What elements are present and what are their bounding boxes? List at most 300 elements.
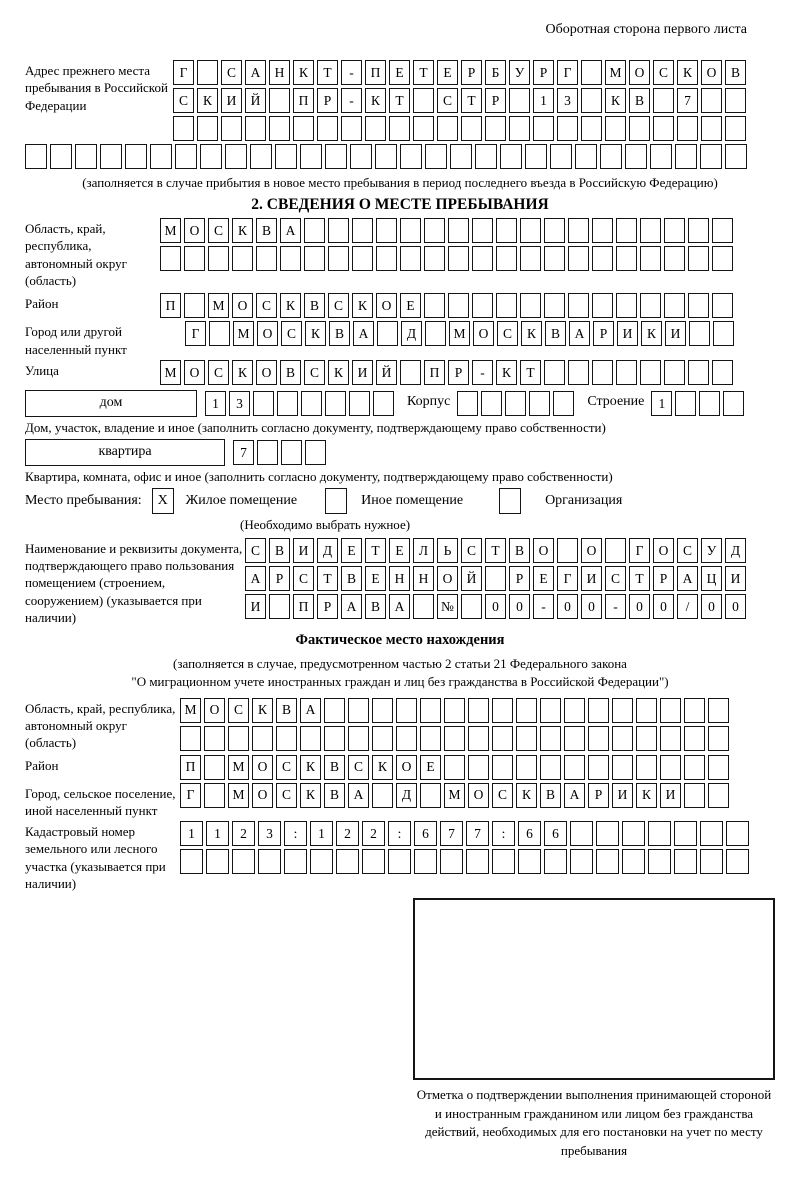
checkbox-other-premises[interactable]	[325, 488, 347, 514]
char-box[interactable]: И	[612, 783, 633, 808]
char-box[interactable]: О	[184, 218, 205, 243]
char-box[interactable]: :	[492, 821, 515, 846]
char-box[interactable]: 0	[581, 594, 602, 619]
char-box[interactable]	[414, 849, 437, 874]
char-box[interactable]	[520, 293, 541, 318]
char-box[interactable]	[622, 849, 645, 874]
char-box[interactable]	[204, 726, 225, 751]
char-box[interactable]: О	[204, 698, 225, 723]
char-box[interactable]	[372, 783, 393, 808]
char-box[interactable]: О	[581, 538, 602, 563]
char-box[interactable]: О	[184, 360, 205, 385]
char-box[interactable]: Т	[485, 538, 506, 563]
char-box[interactable]	[525, 144, 547, 169]
char-box[interactable]	[708, 726, 729, 751]
char-box[interactable]: -	[341, 88, 362, 113]
char-box[interactable]	[570, 849, 593, 874]
char-box[interactable]: С	[208, 360, 229, 385]
char-box[interactable]	[675, 391, 696, 416]
char-box[interactable]: Б	[485, 60, 506, 85]
char-box[interactable]	[684, 726, 705, 751]
char-box[interactable]	[372, 698, 393, 723]
char-box[interactable]: К	[232, 360, 253, 385]
char-box[interactable]	[553, 391, 574, 416]
char-box[interactable]: -	[533, 594, 554, 619]
char-box[interactable]	[317, 116, 338, 141]
char-box[interactable]	[492, 698, 513, 723]
char-box[interactable]	[596, 849, 619, 874]
char-box[interactable]: К	[372, 755, 393, 780]
char-box[interactable]	[509, 116, 530, 141]
char-box[interactable]: Е	[533, 566, 554, 591]
char-box[interactable]: В	[509, 538, 530, 563]
char-box[interactable]	[520, 246, 541, 271]
char-box[interactable]	[348, 726, 369, 751]
char-box[interactable]: С	[281, 321, 302, 346]
char-box[interactable]: -	[341, 60, 362, 85]
char-box[interactable]	[636, 755, 657, 780]
char-box[interactable]: Р	[269, 566, 290, 591]
char-box[interactable]	[708, 783, 729, 808]
char-box[interactable]: К	[280, 293, 301, 318]
char-box[interactable]: П	[160, 293, 181, 318]
char-box[interactable]	[674, 821, 697, 846]
char-box[interactable]	[540, 698, 561, 723]
char-box[interactable]	[125, 144, 147, 169]
char-box[interactable]	[701, 88, 722, 113]
char-box[interactable]: К	[605, 88, 626, 113]
char-box[interactable]: Т	[317, 566, 338, 591]
char-box[interactable]: 1	[205, 391, 226, 416]
char-box[interactable]	[564, 698, 585, 723]
char-box[interactable]	[400, 144, 422, 169]
char-box[interactable]: 7	[466, 821, 489, 846]
char-box[interactable]	[713, 321, 734, 346]
char-box[interactable]: М	[233, 321, 254, 346]
char-box[interactable]	[540, 726, 561, 751]
char-box[interactable]	[468, 726, 489, 751]
char-box[interactable]: У	[701, 538, 722, 563]
char-box[interactable]	[150, 144, 172, 169]
char-box[interactable]: О	[396, 755, 417, 780]
char-box[interactable]	[252, 726, 273, 751]
char-box[interactable]	[496, 246, 517, 271]
char-box[interactable]: О	[468, 783, 489, 808]
char-box[interactable]: 0	[557, 594, 578, 619]
char-box[interactable]: Л	[413, 538, 434, 563]
char-box[interactable]	[677, 116, 698, 141]
char-box[interactable]	[232, 849, 255, 874]
char-box[interactable]: С	[221, 60, 242, 85]
char-box[interactable]: У	[509, 60, 530, 85]
char-box[interactable]: С	[348, 755, 369, 780]
char-box[interactable]	[180, 726, 201, 751]
char-box[interactable]: Т	[365, 538, 386, 563]
char-box[interactable]	[400, 360, 421, 385]
char-box[interactable]: Г	[557, 60, 578, 85]
char-box[interactable]	[544, 218, 565, 243]
char-box[interactable]	[492, 726, 513, 751]
char-box[interactable]	[461, 594, 482, 619]
char-box[interactable]	[712, 360, 733, 385]
char-box[interactable]	[544, 360, 565, 385]
char-box[interactable]: С	[276, 783, 297, 808]
apartment-type-box[interactable]: квартира	[25, 439, 225, 466]
char-box[interactable]	[640, 246, 661, 271]
char-box[interactable]	[197, 116, 218, 141]
char-box[interactable]: №	[437, 594, 458, 619]
char-box[interactable]	[336, 849, 359, 874]
char-box[interactable]: С	[228, 698, 249, 723]
char-box[interactable]	[293, 116, 314, 141]
char-box[interactable]	[481, 391, 502, 416]
char-box[interactable]: В	[341, 566, 362, 591]
char-box[interactable]	[588, 755, 609, 780]
char-box[interactable]	[592, 246, 613, 271]
char-box[interactable]	[544, 293, 565, 318]
char-box[interactable]	[725, 144, 747, 169]
char-box[interactable]: М	[605, 60, 626, 85]
char-box[interactable]: О	[256, 360, 277, 385]
char-box[interactable]: 2	[336, 821, 359, 846]
char-box[interactable]	[600, 144, 622, 169]
char-box[interactable]	[660, 755, 681, 780]
char-box[interactable]: Ц	[701, 566, 722, 591]
char-box[interactable]: К	[252, 698, 273, 723]
char-box[interactable]	[544, 246, 565, 271]
char-box[interactable]: И	[665, 321, 686, 346]
char-box[interactable]	[592, 293, 613, 318]
char-box[interactable]: Й	[376, 360, 397, 385]
char-box[interactable]: А	[564, 783, 585, 808]
char-box[interactable]	[684, 755, 705, 780]
char-box[interactable]	[424, 293, 445, 318]
char-box[interactable]: Д	[725, 538, 746, 563]
char-box[interactable]: Й	[245, 88, 266, 113]
char-box[interactable]: М	[160, 218, 181, 243]
char-box[interactable]: К	[641, 321, 662, 346]
char-box[interactable]: О	[653, 538, 674, 563]
char-box[interactable]: И	[352, 360, 373, 385]
char-box[interactable]	[256, 246, 277, 271]
char-box[interactable]	[180, 849, 203, 874]
char-box[interactable]: М	[160, 360, 181, 385]
char-box[interactable]: Т	[413, 60, 434, 85]
char-box[interactable]	[496, 293, 517, 318]
char-box[interactable]	[723, 391, 744, 416]
char-box[interactable]	[440, 849, 463, 874]
char-box[interactable]: А	[677, 566, 698, 591]
char-box[interactable]: С	[304, 360, 325, 385]
char-box[interactable]	[485, 116, 506, 141]
char-box[interactable]	[365, 116, 386, 141]
char-box[interactable]	[457, 391, 478, 416]
char-box[interactable]: 2	[362, 821, 385, 846]
char-box[interactable]	[362, 849, 385, 874]
char-box[interactable]	[221, 116, 242, 141]
char-box[interactable]	[622, 821, 645, 846]
char-box[interactable]	[472, 246, 493, 271]
char-box[interactable]: 1	[310, 821, 333, 846]
char-box[interactable]: С	[497, 321, 518, 346]
char-box[interactable]: И	[617, 321, 638, 346]
char-box[interactable]: К	[232, 218, 253, 243]
char-box[interactable]: Р	[485, 88, 506, 113]
char-box[interactable]	[276, 726, 297, 751]
char-box[interactable]: 0	[485, 594, 506, 619]
char-box[interactable]	[636, 698, 657, 723]
char-box[interactable]: И	[660, 783, 681, 808]
char-box[interactable]	[612, 726, 633, 751]
char-box[interactable]: Д	[317, 538, 338, 563]
char-box[interactable]: 6	[518, 821, 541, 846]
char-box[interactable]: П	[293, 594, 314, 619]
char-box[interactable]: К	[352, 293, 373, 318]
char-box[interactable]	[448, 293, 469, 318]
char-box[interactable]: Г	[557, 566, 578, 591]
char-box[interactable]	[420, 726, 441, 751]
char-box[interactable]	[575, 144, 597, 169]
char-box[interactable]	[664, 218, 685, 243]
char-box[interactable]: Т	[461, 88, 482, 113]
char-box[interactable]	[540, 755, 561, 780]
char-box[interactable]	[50, 144, 72, 169]
char-box[interactable]: А	[348, 783, 369, 808]
char-box[interactable]	[375, 144, 397, 169]
char-box[interactable]: Н	[269, 60, 290, 85]
char-box[interactable]: Г	[629, 538, 650, 563]
char-box[interactable]	[373, 391, 394, 416]
char-box[interactable]	[660, 726, 681, 751]
char-box[interactable]: 7	[440, 821, 463, 846]
char-box[interactable]	[424, 246, 445, 271]
char-box[interactable]: 2	[232, 821, 255, 846]
char-box[interactable]	[700, 821, 723, 846]
char-box[interactable]: О	[257, 321, 278, 346]
char-box[interactable]	[596, 821, 619, 846]
char-box[interactable]: -	[605, 594, 626, 619]
char-box[interactable]	[664, 246, 685, 271]
char-box[interactable]	[269, 594, 290, 619]
char-box[interactable]: В	[324, 755, 345, 780]
char-box[interactable]	[413, 594, 434, 619]
char-box[interactable]: 1	[533, 88, 554, 113]
char-box[interactable]: Н	[413, 566, 434, 591]
char-box[interactable]	[250, 144, 272, 169]
char-box[interactable]: 6	[544, 821, 567, 846]
char-box[interactable]: С	[328, 293, 349, 318]
char-box[interactable]: К	[197, 88, 218, 113]
char-box[interactable]: П	[365, 60, 386, 85]
char-box[interactable]: 0	[701, 594, 722, 619]
char-box[interactable]	[468, 755, 489, 780]
char-box[interactable]	[325, 144, 347, 169]
char-box[interactable]	[396, 698, 417, 723]
char-box[interactable]	[675, 144, 697, 169]
checkbox-organization[interactable]	[499, 488, 521, 514]
char-box[interactable]	[684, 783, 705, 808]
char-box[interactable]: А	[245, 566, 266, 591]
char-box[interactable]	[588, 698, 609, 723]
char-box[interactable]	[516, 755, 537, 780]
char-box[interactable]	[175, 144, 197, 169]
char-box[interactable]: Р	[653, 566, 674, 591]
char-box[interactable]	[570, 821, 593, 846]
char-box[interactable]	[475, 144, 497, 169]
char-box[interactable]	[228, 726, 249, 751]
char-box[interactable]	[284, 849, 307, 874]
char-box[interactable]	[352, 218, 373, 243]
char-box[interactable]	[592, 218, 613, 243]
char-box[interactable]	[492, 755, 513, 780]
char-box[interactable]	[700, 144, 722, 169]
char-box[interactable]: А	[341, 594, 362, 619]
char-box[interactable]: Г	[173, 60, 194, 85]
char-box[interactable]: С	[653, 60, 674, 85]
char-box[interactable]	[450, 144, 472, 169]
char-box[interactable]	[684, 698, 705, 723]
char-box[interactable]	[725, 88, 746, 113]
char-box[interactable]: К	[300, 783, 321, 808]
char-box[interactable]	[304, 218, 325, 243]
char-box[interactable]	[612, 755, 633, 780]
char-box[interactable]	[305, 440, 326, 465]
char-box[interactable]: И	[581, 566, 602, 591]
char-box[interactable]: Р	[317, 88, 338, 113]
char-box[interactable]	[448, 218, 469, 243]
char-box[interactable]: В	[269, 538, 290, 563]
char-box[interactable]: О	[629, 60, 650, 85]
char-box[interactable]	[472, 293, 493, 318]
char-box[interactable]: Е	[341, 538, 362, 563]
char-box[interactable]	[184, 246, 205, 271]
char-box[interactable]: М	[228, 755, 249, 780]
char-box[interactable]	[648, 821, 671, 846]
char-box[interactable]: 1	[206, 821, 229, 846]
char-box[interactable]	[310, 849, 333, 874]
char-box[interactable]: В	[629, 88, 650, 113]
char-box[interactable]: 3	[258, 821, 281, 846]
char-box[interactable]: В	[280, 360, 301, 385]
char-box[interactable]: Е	[400, 293, 421, 318]
char-box[interactable]: Г	[180, 783, 201, 808]
char-box[interactable]	[712, 246, 733, 271]
char-box[interactable]: О	[533, 538, 554, 563]
char-box[interactable]	[688, 218, 709, 243]
char-box[interactable]: Д	[396, 783, 417, 808]
char-box[interactable]	[653, 116, 674, 141]
char-box[interactable]	[688, 293, 709, 318]
char-box[interactable]: Е	[389, 60, 410, 85]
char-box[interactable]	[304, 246, 325, 271]
char-box[interactable]	[605, 538, 626, 563]
char-box[interactable]	[520, 218, 541, 243]
char-box[interactable]: К	[293, 60, 314, 85]
char-box[interactable]	[516, 726, 537, 751]
char-box[interactable]: О	[376, 293, 397, 318]
char-box[interactable]	[420, 698, 441, 723]
char-box[interactable]	[689, 321, 710, 346]
char-box[interactable]: :	[284, 821, 307, 846]
char-box[interactable]	[629, 116, 650, 141]
char-box[interactable]	[269, 116, 290, 141]
char-box[interactable]	[725, 116, 746, 141]
char-box[interactable]	[413, 116, 434, 141]
char-box[interactable]: 0	[629, 594, 650, 619]
char-box[interactable]	[640, 218, 661, 243]
char-box[interactable]	[466, 849, 489, 874]
char-box[interactable]: И	[293, 538, 314, 563]
char-box[interactable]: К	[521, 321, 542, 346]
char-box[interactable]: О	[252, 755, 273, 780]
char-box[interactable]: Р	[317, 594, 338, 619]
checkbox-residential[interactable]: X	[152, 488, 174, 514]
char-box[interactable]: Г	[185, 321, 206, 346]
char-box[interactable]: М	[180, 698, 201, 723]
char-box[interactable]	[444, 726, 465, 751]
char-box[interactable]	[612, 698, 633, 723]
char-box[interactable]: М	[208, 293, 229, 318]
char-box[interactable]: -	[472, 360, 493, 385]
char-box[interactable]: П	[180, 755, 201, 780]
char-box[interactable]: С	[677, 538, 698, 563]
char-box[interactable]: П	[293, 88, 314, 113]
char-box[interactable]: В	[324, 783, 345, 808]
char-box[interactable]: М	[228, 783, 249, 808]
char-box[interactable]	[200, 144, 222, 169]
char-box[interactable]: Т	[629, 566, 650, 591]
char-box[interactable]	[377, 321, 398, 346]
char-box[interactable]: Р	[593, 321, 614, 346]
char-box[interactable]	[518, 849, 541, 874]
char-box[interactable]: А	[300, 698, 321, 723]
char-box[interactable]: О	[232, 293, 253, 318]
char-box[interactable]: С	[208, 218, 229, 243]
char-box[interactable]: В	[256, 218, 277, 243]
char-box[interactable]	[712, 218, 733, 243]
char-box[interactable]	[568, 218, 589, 243]
char-box[interactable]	[699, 391, 720, 416]
char-box[interactable]: К	[636, 783, 657, 808]
char-box[interactable]: И	[245, 594, 266, 619]
char-box[interactable]	[581, 60, 602, 85]
char-box[interactable]	[625, 144, 647, 169]
char-box[interactable]: М	[449, 321, 470, 346]
char-box[interactable]: В	[276, 698, 297, 723]
char-box[interactable]	[660, 698, 681, 723]
char-box[interactable]	[348, 698, 369, 723]
char-box[interactable]	[616, 293, 637, 318]
char-box[interactable]: Е	[437, 60, 458, 85]
char-box[interactable]: О	[473, 321, 494, 346]
char-box[interactable]	[75, 144, 97, 169]
char-box[interactable]	[461, 116, 482, 141]
char-box[interactable]	[636, 726, 657, 751]
char-box[interactable]	[269, 88, 290, 113]
char-box[interactable]	[564, 726, 585, 751]
char-box[interactable]: 6	[414, 821, 437, 846]
char-box[interactable]: С	[461, 538, 482, 563]
char-box[interactable]: В	[365, 594, 386, 619]
char-box[interactable]: А	[389, 594, 410, 619]
char-box[interactable]	[324, 726, 345, 751]
char-box[interactable]	[300, 144, 322, 169]
char-box[interactable]: В	[304, 293, 325, 318]
char-box[interactable]	[281, 440, 302, 465]
char-box[interactable]	[616, 218, 637, 243]
char-box[interactable]: В	[545, 321, 566, 346]
char-box[interactable]	[700, 849, 723, 874]
